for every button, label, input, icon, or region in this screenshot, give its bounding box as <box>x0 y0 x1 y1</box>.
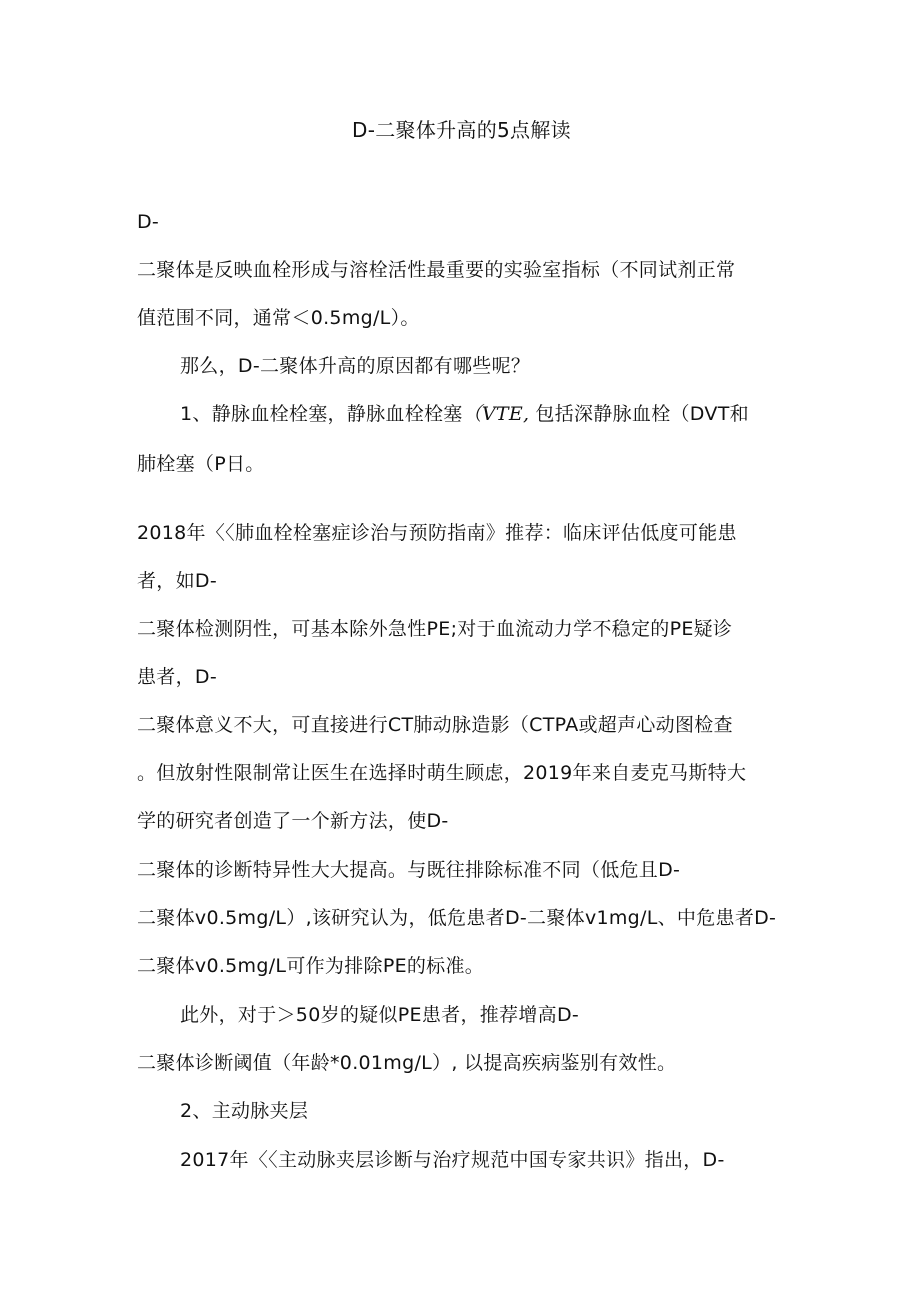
paragraph-line-vte <box>180 402 749 426</box>
paragraph-text: 包括深静脉血栓（DVT和 <box>535 403 749 425</box>
paragraph-line: 肺栓塞（P日。 <box>137 453 265 475</box>
paragraph-line: 二聚体诊断阈值（年龄*0.01mg/L）, 以提高疾病鉴别有效性。 <box>137 1052 677 1074</box>
paragraph-line: 2018年〈〈肺血栓栓塞症诊治与预防指南》推荐：临床评估低度可能患 <box>137 522 737 544</box>
document-title: D-二聚体升高的5点解读 <box>352 118 571 142</box>
paragraph-line: 那么，D-二聚体升高的原因都有哪些呢？ <box>180 355 531 377</box>
paragraph-line: 二聚体v0.5mg/L）,该研究认为，低危患者D-二聚体v1mg/L、中危患者D- <box>137 907 777 929</box>
paragraph-line: 二聚体是反映血栓形成与溶栓活性最重要的实验室指标（不同试剂正常 <box>137 259 736 281</box>
paragraph-line: 。但放射性限制常让医生在选择时萌生顾虑，2019年来自麦克马斯特大 <box>137 762 747 784</box>
paragraph-line: 者，如D- <box>137 570 217 592</box>
paragraph-line: 二聚体检测阴性，可基本除外急性PE;对于血流动力学不稳定的PE疑诊 <box>137 618 733 640</box>
paragraph-line: 学的研究者创造了一个新方法，使D- <box>137 810 449 832</box>
paragraph-text: 1、静脉血栓栓塞，静脉血栓栓塞 <box>180 403 463 425</box>
paragraph-line: 二聚体v0.5mg/L可作为排除PE的标准。 <box>137 955 485 977</box>
section-heading: 2、主动脉夹层 <box>180 1100 309 1122</box>
paragraph-line: 患者，D- <box>137 666 217 688</box>
paragraph-line: D- <box>137 211 160 233</box>
paragraph-line: 此外，对于＞50岁的疑似PE患者，推荐增高D- <box>180 1004 580 1026</box>
paragraph-line: 2017年〈〈主动脉夹层诊断与治疗规范中国专家共识》指出，D- <box>180 1149 725 1171</box>
paragraph-line: 二聚体的诊断特异性大大提高。与既往排除标准不同（低危且D- <box>137 859 681 881</box>
paragraph-line: 值范围不同，通常＜0.5mg/L）。 <box>137 307 420 329</box>
paragraph-line: 二聚体意义不大，可直接进行CT肺动脉造影（CTPA或超声心动图检查 <box>137 714 733 736</box>
paragraph-text-italic: （VTE, <box>462 403 530 425</box>
